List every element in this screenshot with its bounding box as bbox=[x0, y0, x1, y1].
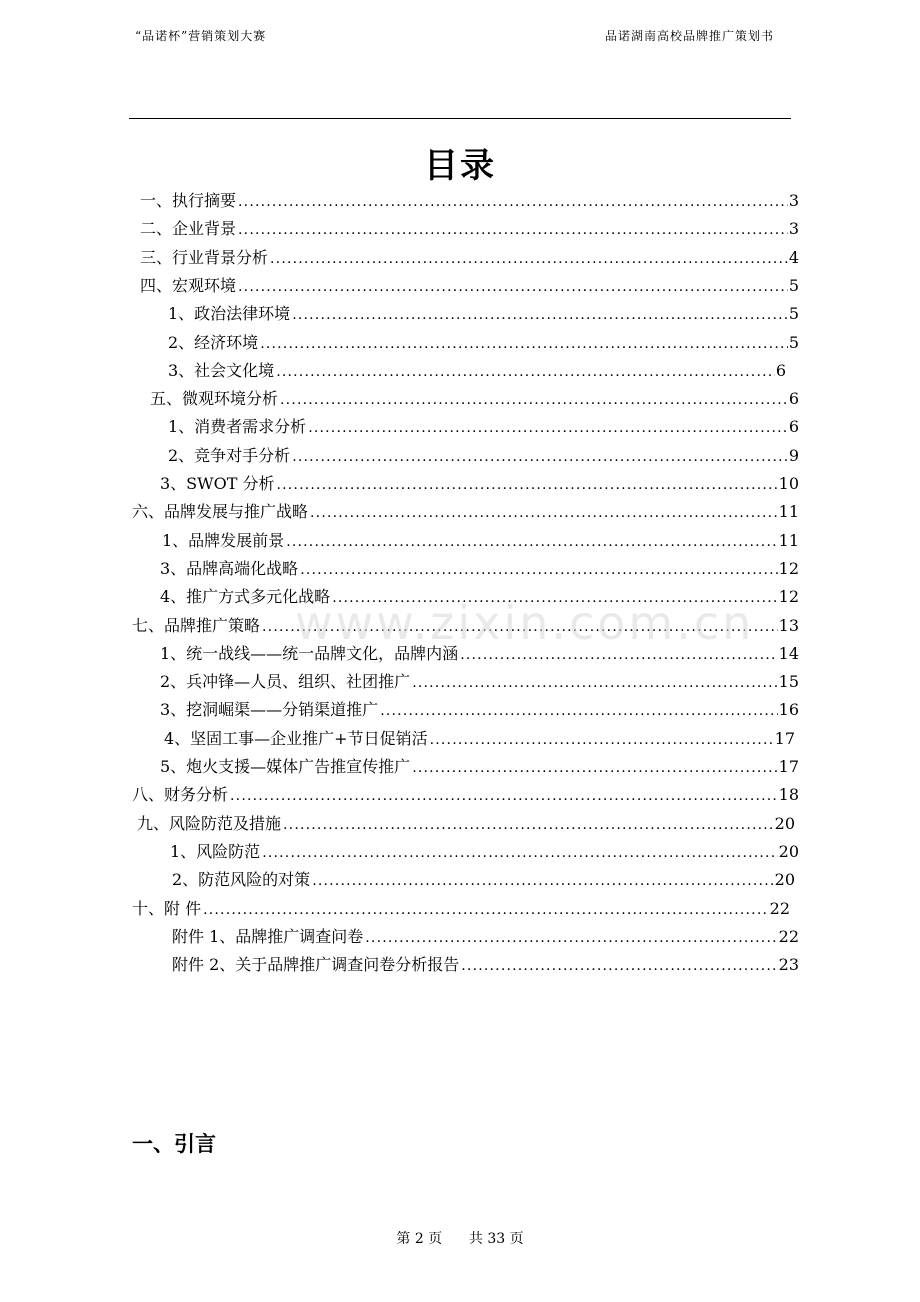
toc-leader-dots bbox=[280, 389, 788, 411]
page-title: 目录 bbox=[424, 146, 496, 186]
toc-entry[interactable] bbox=[168, 416, 799, 438]
toc-entry-page-number: 17 bbox=[778, 757, 799, 776]
toc-entry[interactable] bbox=[137, 813, 795, 835]
toc-leader-dots bbox=[260, 333, 788, 355]
toc-entry-label: 4、坚固工事—企业推广+节日促销活 bbox=[164, 729, 428, 748]
toc-entry-label: 一、执行摘要 bbox=[140, 191, 237, 210]
toc-entry-page-number: 11 bbox=[778, 502, 799, 521]
toc-entry-page-number: 6 bbox=[775, 361, 786, 380]
toc-leader-dots bbox=[262, 842, 777, 864]
toc-entry[interactable] bbox=[160, 756, 799, 778]
toc-entry-page-number: 20 bbox=[778, 842, 799, 861]
toc-entry-label: 1、风险防范 bbox=[170, 842, 261, 861]
toc-entry-label: 三、行业背景分析 bbox=[140, 248, 269, 267]
toc-entry-page-number: 12 bbox=[778, 587, 799, 606]
toc-entry-page-number: 5 bbox=[788, 304, 799, 323]
toc-entry[interactable] bbox=[140, 190, 799, 212]
toc-entry[interactable] bbox=[132, 784, 799, 806]
toc-entry-page-number: 14 bbox=[778, 644, 799, 663]
toc-entry[interactable] bbox=[160, 473, 799, 495]
toc-entry-page-number: 11 bbox=[778, 531, 799, 550]
toc-leader-dots bbox=[460, 644, 777, 666]
toc-entry-page-number: 13 bbox=[778, 616, 799, 635]
toc-entry-label: 六、品牌发展与推广战略 bbox=[132, 502, 309, 521]
toc-entry-page-number: 16 bbox=[778, 700, 799, 719]
toc-entry-page-number: 10 bbox=[778, 474, 799, 493]
toc-entry[interactable] bbox=[160, 671, 799, 693]
toc-entry[interactable] bbox=[172, 954, 799, 976]
toc-entry-page-number: 9 bbox=[788, 446, 799, 465]
toc-entry[interactable] bbox=[140, 247, 799, 269]
toc-leader-dots bbox=[380, 700, 777, 722]
toc-entry[interactable] bbox=[160, 586, 799, 608]
toc-entry[interactable] bbox=[168, 332, 799, 354]
toc-leader-dots bbox=[300, 559, 777, 581]
toc-entry-label: 5、炮火支援—媒体广告推宣传推广 bbox=[160, 757, 411, 776]
toc-leader-dots bbox=[276, 474, 777, 496]
toc-entry[interactable] bbox=[168, 360, 786, 382]
toc-entry-label: 1、品牌发展前景 bbox=[162, 531, 285, 550]
toc-leader-dots bbox=[292, 446, 788, 468]
page-footer: 第 2 页 共 33 页 bbox=[396, 1231, 524, 1247]
toc-entry[interactable] bbox=[172, 869, 795, 891]
toc-entry-label: 八、财务分析 bbox=[132, 785, 229, 804]
toc-entry-label: 3、挖洞崛渠——分销渠道推广 bbox=[160, 700, 379, 719]
toc-entry-label: 3、SWOT 分析 bbox=[160, 474, 275, 493]
toc-entry-page-number: 5 bbox=[788, 276, 799, 295]
toc-leader-dots bbox=[310, 502, 778, 524]
toc-entry-label: 九、风险防范及措施 bbox=[137, 814, 282, 833]
toc-entry[interactable] bbox=[150, 388, 799, 410]
toc-entry-label: 二、企业背景 bbox=[140, 219, 237, 238]
toc-entry-label: 2、竞争对手分析 bbox=[168, 446, 291, 465]
toc-entry-page-number: 12 bbox=[778, 559, 799, 578]
toc-entry-page-number: 22 bbox=[769, 899, 790, 918]
toc-entry-label: 3、品牌高端化战略 bbox=[160, 559, 299, 578]
toc-entry-label: 十、附 件 bbox=[132, 899, 202, 918]
toc-leader-dots bbox=[412, 757, 777, 779]
toc-entry-label: 1、统一战线——统一品牌文化，品牌内涵 bbox=[160, 644, 459, 663]
toc-entry[interactable] bbox=[140, 218, 799, 240]
toc-entry-page-number: 20 bbox=[774, 814, 795, 833]
toc-leader-dots bbox=[286, 531, 777, 553]
toc-leader-dots bbox=[292, 304, 788, 326]
toc-entry-label: 1、政治法律环境 bbox=[168, 304, 291, 323]
toc-entry-label: 附件 1、品牌推广调查问卷 bbox=[172, 927, 364, 946]
toc-leader-dots bbox=[238, 191, 788, 213]
toc-entry-label: 2、防范风险的对策 bbox=[172, 870, 311, 889]
toc-entry-page-number: 22 bbox=[778, 927, 799, 946]
toc-entry-page-number: 4 bbox=[788, 248, 799, 267]
toc-leader-dots bbox=[238, 219, 788, 241]
toc-entry-page-number: 3 bbox=[788, 191, 799, 210]
toc-entry-label: 七、品牌推广策略 bbox=[132, 616, 261, 635]
toc-entry[interactable] bbox=[132, 898, 790, 920]
toc-entry-label: 2、兵冲锋—人员、组织、社团推广 bbox=[160, 672, 411, 691]
toc-leader-dots bbox=[238, 276, 788, 298]
toc-leader-dots bbox=[308, 417, 788, 439]
toc-entry-page-number: 18 bbox=[778, 785, 799, 804]
toc-entry[interactable] bbox=[160, 558, 799, 580]
toc-entry[interactable] bbox=[160, 699, 799, 721]
toc-entry-label: 3、社会文化境 bbox=[168, 361, 275, 380]
toc-leader-dots bbox=[430, 729, 774, 751]
toc-leader-dots bbox=[276, 361, 775, 383]
toc-entry-page-number: 17 bbox=[774, 729, 795, 748]
toc-leader-dots bbox=[283, 814, 774, 836]
toc-entry-label: 2、经济环境 bbox=[168, 333, 259, 352]
toc-entry-page-number: 6 bbox=[788, 417, 799, 436]
toc-entry[interactable] bbox=[168, 445, 799, 467]
toc-leader-dots bbox=[365, 927, 777, 949]
watermark: www.zixin.com.cn bbox=[295, 596, 755, 650]
toc-leader-dots bbox=[262, 616, 778, 638]
toc-entry-label: 附件 2、关于品牌推广调查问卷分析报告 bbox=[172, 955, 460, 974]
toc-entry-page-number: 5 bbox=[788, 333, 799, 352]
toc-entry[interactable] bbox=[160, 643, 799, 665]
section-heading: 一、引言 bbox=[132, 1132, 216, 1156]
toc-entry[interactable] bbox=[140, 275, 799, 297]
toc-entry-page-number: 20 bbox=[774, 870, 795, 889]
toc-leader-dots bbox=[332, 587, 777, 609]
toc-entry[interactable] bbox=[168, 303, 799, 325]
toc-entry[interactable] bbox=[132, 501, 799, 523]
toc-entry-page-number: 23 bbox=[778, 955, 799, 974]
toc-entry-label: 五、微观环境分析 bbox=[150, 389, 279, 408]
toc-entry[interactable] bbox=[132, 615, 799, 637]
toc-leader-dots bbox=[230, 785, 778, 807]
header-right: 品诺湖南高校品牌推广策划书 bbox=[605, 29, 775, 43]
toc-leader-dots bbox=[270, 248, 788, 270]
header-rule bbox=[129, 118, 791, 119]
toc-entry[interactable] bbox=[172, 926, 799, 948]
toc-leader-dots bbox=[412, 672, 777, 694]
toc-entry[interactable] bbox=[164, 728, 795, 750]
toc-entry-label: 1、消费者需求分析 bbox=[168, 417, 307, 436]
toc-leader-dots bbox=[203, 899, 769, 921]
toc-leader-dots bbox=[312, 870, 773, 892]
toc-entry[interactable] bbox=[162, 530, 799, 552]
toc-leader-dots bbox=[461, 955, 777, 977]
toc-entry-page-number: 3 bbox=[788, 219, 799, 238]
toc-entry-page-number: 15 bbox=[778, 672, 799, 691]
toc-entry-page-number: 6 bbox=[788, 389, 799, 408]
toc-entry-label: 4、推广方式多元化战略 bbox=[160, 587, 331, 606]
toc-entry-label: 四、宏观环境 bbox=[140, 276, 237, 295]
header-left: “品诺杯”营销策划大赛 bbox=[135, 29, 267, 43]
toc-entry[interactable] bbox=[170, 841, 799, 863]
